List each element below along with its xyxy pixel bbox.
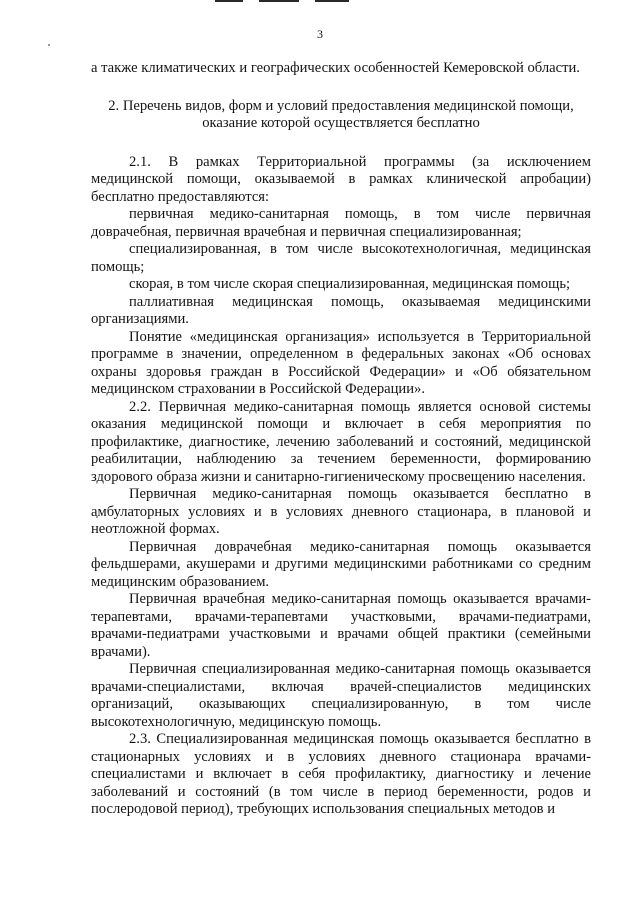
paragraph-primary-free: Первичная медико-санитарная помощь оказывается бесплатно в амбулаторных условиях и в условиях дневного стационара, в плановой и неотложной формах. (91, 486, 591, 537)
paragraph-pre-doctor: Первичная доврачебная медико-санитарная помощь оказывается фельдшерами, акушерами и другими медицинскими работниками со средним медицинским образованием. (91, 538, 591, 590)
page-number: 3 (317, 27, 323, 41)
list-item-primary-care: первичная медико-санитарная помощь, в том числе первичная доврачебная, первичная врачебная и первичная специализированная; (91, 206, 591, 240)
list-item-palliative-care: паллиативная медицинская помощь, оказываемая медицинскими организациями. (91, 293, 591, 327)
list-item-emergency-care: скорая, в том числе скорая специализированная, медицинская помощь; (129, 276, 571, 292)
section-heading-line-1: 2. Перечень видов, форм и условий предоставления медицинской помощи, (108, 97, 574, 114)
paragraph-specialist: Первичная специализированная медико-санитарная помощь оказывается врачами-специалистами, включая врачей-специалистов медицинских организаций, оказывающих специализированную, в том числе высокотехнологичную, медицинскую помощь. (91, 661, 591, 730)
paragraph-2-2: 2.2. Первичная медико-санитарная помощь является основой системы оказания медицинской помощи и включает в себя мероприятия по профилактике, диагностике, лечению заболеваний и состояний, медицинской реабилитации, наблюдению за течением беременности, формированию здорового образа жизни и санитарно-гигиеническому просвещению населения. (91, 398, 591, 485)
section-heading (91, 98, 591, 133)
paragraph-doctor: Первичная врачебная медико-санитарная помощь оказывается врачами-терапевтами, врачами-терапевтами участковыми, врачами-педиатрами, врачами-педиатрами участковыми и врачами общей практики (семейными врачами). (91, 591, 591, 660)
paragraph-2-3: 2.3. Специализированная медицинская помощь оказывается бесплатно в стационарных условиях и в условиях дневного стационара врачами-специалистами и включает в себя профилактику, диагностику и лечение заболеваний и состояний (в том числе в период беременности, родов и послеродовой период), требующих использования специальных методов и (91, 731, 591, 817)
intro-continuation: а также климатических и географических особенностей Кемеровской области. (91, 60, 580, 76)
scan-speck (48, 44, 50, 46)
paragraph-2-1: 2.1. В рамках Территориальной программы (за исключением медицинской помощи, оказываемой в рамках клинической апробации) бесплатно предоставляются: (91, 153, 591, 205)
list-item-specialized-care: специализированная, в том числе высокотехнологичная, медицинская помощь; (91, 241, 591, 275)
document-body (91, 60, 591, 819)
scan-edge-marks (215, 0, 375, 3)
section-heading-line-2: оказание которой осуществляется бесплатно (202, 115, 480, 131)
paragraph-definition: Понятие «медицинская организация» используется в Территориальной программе в значении, определенном в федеральных законах «Об основах охраны здоровья граждан в Российской Федерации» и «Об обязательном медицинском страховании в Российской Федерации». (91, 328, 591, 397)
